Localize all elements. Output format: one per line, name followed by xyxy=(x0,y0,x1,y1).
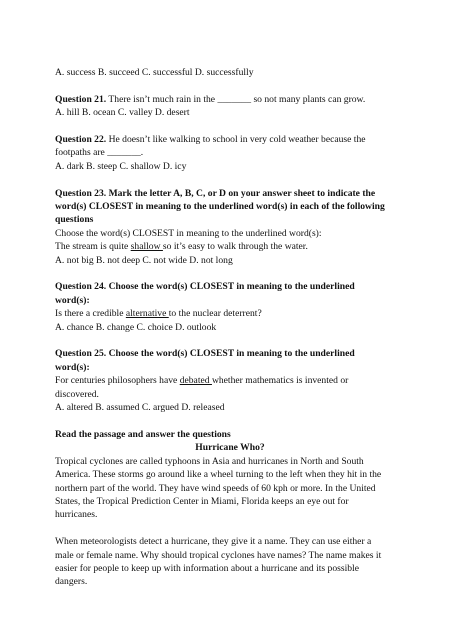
q23-heading-line2: word(s) CLOSEST in meaning to the underlined word(s) in each of the following xyxy=(55,201,385,213)
q23-underlined-word: shallow xyxy=(130,241,163,253)
passage-title: Hurricane Who? xyxy=(195,442,265,454)
q22-label: Question 22. xyxy=(55,134,107,145)
q25-heading-line2: word(s): xyxy=(55,361,90,373)
document-page xyxy=(55,66,405,589)
q22-stem-text: He doesn’t like walking to school in very cold weather because the xyxy=(106,134,366,145)
q22-stem-line2: footpaths are _______. xyxy=(55,147,144,159)
q22-stem xyxy=(55,133,405,146)
passage-line: northern part of the world. They have wind speeds of 60 kph or more. In the United xyxy=(55,482,376,494)
passage-instruction: Read the passage and answer the questions xyxy=(55,428,231,440)
spacer xyxy=(55,173,405,186)
passage-line: When meteorologists detect a hurricane, they give it a name. They can use either a xyxy=(55,536,372,548)
q24-heading-line2: word(s): xyxy=(55,294,90,306)
q21-options: A. hill B. ocean C. valley D. desert xyxy=(55,107,190,119)
spacer xyxy=(55,334,405,347)
q25-underlined-word: debated xyxy=(179,375,212,387)
q24-sentence-after: to the nuclear deterrent? xyxy=(168,308,262,320)
passage-paragraph-2 xyxy=(55,535,405,589)
spacer xyxy=(55,79,405,92)
spacer xyxy=(55,522,405,535)
q21-label: Question 21. xyxy=(55,93,107,105)
passage-paragraph-1 xyxy=(55,455,405,522)
passage-line: America. These storms go around like a wheel turning to the left when they hit in the xyxy=(55,469,382,481)
q24-options: A. chance B. change C. choice D. outlook xyxy=(55,321,217,333)
q25-sentence-before: For centuries philosophers have xyxy=(55,375,180,387)
spacer xyxy=(55,267,405,280)
q21-stem-text: There isn’t much rain in the _______ so not many plants can grow. xyxy=(106,93,366,105)
q25-options: A. altered B. assumed C. argued D. released xyxy=(55,402,225,414)
q23-heading-line3: questions xyxy=(55,214,94,226)
q20-options: A. success B. succeed C. successful D. successfully xyxy=(55,67,254,78)
spacer xyxy=(55,414,405,427)
q25-sentence xyxy=(55,374,405,387)
q22-options: A. dark B. steep C. shallow D. icy xyxy=(55,160,187,172)
q21-stem xyxy=(55,93,405,106)
passage-line: States, the Tropical Prediction Center in Miami, Florida keeps an eye out for xyxy=(55,495,349,507)
q23-sentence xyxy=(55,240,405,253)
passage-line: dangers. xyxy=(55,576,88,588)
q23-heading-line1: Question 23. Mark the letter A, B, C, or D on your answer sheet to indicate the xyxy=(55,187,376,199)
q25-sentence-after: whether mathematics is invented or xyxy=(211,375,349,387)
passage-line: easier for people to keep up with information about a hurricane and its possible xyxy=(55,562,359,574)
q23-options: A. not big B. not deep C. not wide D. not long xyxy=(55,254,233,266)
q25-sentence-line2: discovered. xyxy=(55,388,99,400)
passage-line: male or female name. Why should tropical cyclones have names? The name makes it xyxy=(55,549,382,561)
q25-heading-line1: Question 25. Choose the word(s) CLOSEST in meaning to the underlined xyxy=(55,348,355,360)
passage-line: Tropical cyclones are called typhoons in Asia and hurricanes in North and South xyxy=(55,455,364,467)
q23-sentence-after: so it’s easy to walk through the water. xyxy=(162,241,308,253)
q23-sentence-before: The stream is quite xyxy=(55,241,131,253)
passage-line: hurricanes. xyxy=(55,509,98,521)
q24-sentence-before: Is there a credible xyxy=(55,308,126,320)
spacer xyxy=(55,120,405,133)
q24-underlined-word: alternative xyxy=(125,308,169,320)
q24-sentence xyxy=(55,307,405,320)
q24-heading-line1: Question 24. Choose the word(s) CLOSEST in meaning to the underlined xyxy=(55,281,355,293)
q23-instruction: Choose the word(s) CLOSEST in meaning to the underlined word(s): xyxy=(55,227,322,239)
